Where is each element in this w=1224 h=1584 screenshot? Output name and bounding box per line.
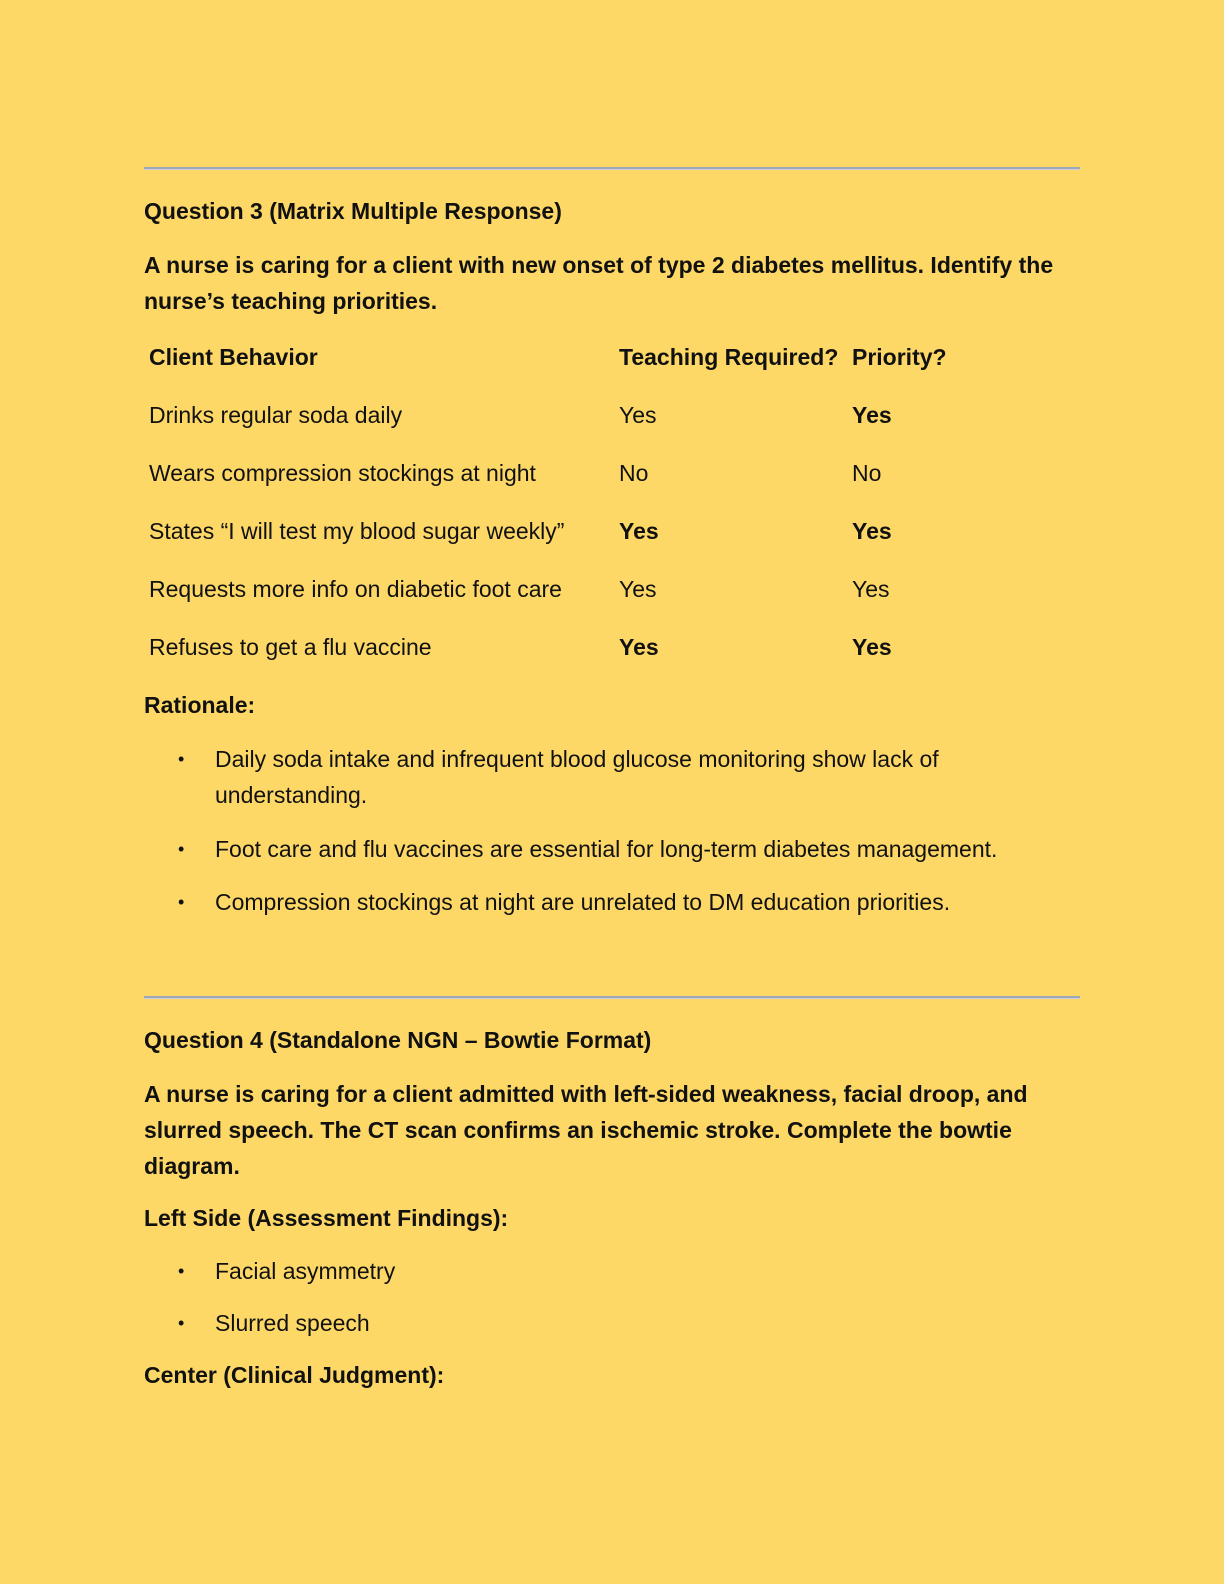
bullet-icon: • [178,749,185,769]
priority-cell: Yes [852,634,892,660]
behavior-cell: Wears compression stockings at night [149,460,536,486]
finding-text: Facial asymmetry [215,1258,396,1284]
rationale-text: Daily soda intake and infrequent blood glucose monitoring show lack of understanding. [215,746,939,808]
table-header-row [149,344,1079,374]
bullet-icon: • [178,892,185,912]
section-divider [144,996,1080,999]
question-4-title: Question 4 (Standalone NGN – Bowtie Format) [144,1027,652,1053]
bullet-icon: • [178,1261,185,1281]
center-label: Center (Clinical Judgment): [144,1362,445,1388]
assessment-findings-list [144,1253,1080,1341]
rationale-list [144,741,1080,920]
rationale-label: Rationale: [144,692,256,718]
header-priority: Priority? [852,344,947,370]
behavior-cell: States “I will test my blood sugar weekly” [149,518,565,544]
priority-cell: No [852,460,882,486]
teaching-cell: Yes [619,402,657,428]
behavior-cell: Refuses to get a flu vaccine [149,634,432,660]
question-4-stem: A nurse is caring for a client admitted with left-sided weakness, facial droop, and slurred speech. The CT scan confirms an ischemic stroke. Complete the bowtie diagram. [144,1081,1028,1179]
left-side-label: Left Side (Assessment Findings): [144,1205,509,1231]
header-client-behavior: Client Behavior [149,344,318,370]
teaching-cell: No [619,460,649,486]
table-row [149,634,1079,664]
priority-cell: Yes [852,402,892,428]
priority-cell: Yes [852,518,892,544]
list-item [144,1305,1080,1341]
rationale-text: Foot care and flu vaccines are essential for long-term diabetes management. [215,836,998,862]
list-item [144,831,1080,867]
finding-text: Slurred speech [215,1310,370,1336]
table-row [149,402,1079,432]
question-3-stem: A nurse is caring for a client with new onset of type 2 diabetes mellitus. Identify the nurse’s teaching priorities. [144,252,1054,314]
teaching-cell: Yes [619,518,659,544]
list-item [144,884,1080,920]
bullet-icon: • [178,839,185,859]
header-teaching-required: Teaching Required? [619,344,839,370]
list-item [144,1253,1080,1289]
table-row [149,576,1079,606]
question-3-title: Question 3 (Matrix Multiple Response) [144,198,562,224]
priority-cell: Yes [852,576,890,602]
table-row [149,518,1079,548]
behavior-cell: Requests more info on diabetic foot care [149,576,562,602]
teaching-cell: Yes [619,634,659,660]
teaching-cell: Yes [619,576,657,602]
behavior-cell: Drinks regular soda daily [149,402,403,428]
section-divider [144,167,1080,170]
rationale-text: Compression stockings at night are unrelated to DM education priorities. [215,889,951,915]
bullet-icon: • [178,1313,185,1333]
list-item [144,741,1080,813]
table-row [149,460,1079,490]
